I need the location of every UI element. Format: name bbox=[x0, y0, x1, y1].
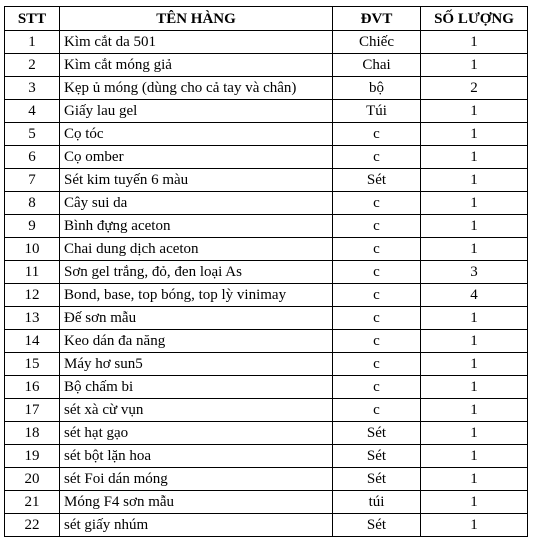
cell-unit: túi bbox=[333, 491, 421, 514]
cell-qty: 1 bbox=[421, 422, 528, 445]
cell-qty: 3 bbox=[421, 261, 528, 284]
cell-unit: c bbox=[333, 376, 421, 399]
table-row bbox=[5, 238, 528, 261]
cell-unit: Chiếc bbox=[333, 31, 421, 54]
cell-unit: c bbox=[333, 330, 421, 353]
cell-name: sét Foi dán móng bbox=[60, 468, 333, 491]
cell-stt: 15 bbox=[5, 353, 60, 376]
table-row bbox=[5, 169, 528, 192]
header-unit: ĐVT bbox=[333, 7, 421, 31]
cell-stt: 13 bbox=[5, 307, 60, 330]
table-row bbox=[5, 77, 528, 100]
header-row bbox=[5, 7, 528, 31]
cell-name: Cọ omber bbox=[60, 146, 333, 169]
cell-qty: 1 bbox=[421, 353, 528, 376]
cell-unit: bộ bbox=[333, 77, 421, 100]
cell-unit: c bbox=[333, 238, 421, 261]
cell-qty: 1 bbox=[421, 307, 528, 330]
table-row bbox=[5, 514, 528, 537]
table-row bbox=[5, 31, 528, 54]
table-row bbox=[5, 376, 528, 399]
cell-stt: 20 bbox=[5, 468, 60, 491]
cell-name: Sơn gel trắng, đỏ, đen loại As bbox=[60, 261, 333, 284]
cell-qty: 1 bbox=[421, 514, 528, 537]
goods-table bbox=[4, 6, 528, 537]
table-row bbox=[5, 353, 528, 376]
cell-stt: 17 bbox=[5, 399, 60, 422]
cell-qty: 1 bbox=[421, 468, 528, 491]
cell-unit: Sét bbox=[333, 514, 421, 537]
header-name: TÊN HÀNG bbox=[60, 7, 333, 31]
cell-stt: 21 bbox=[5, 491, 60, 514]
cell-stt: 16 bbox=[5, 376, 60, 399]
cell-stt: 11 bbox=[5, 261, 60, 284]
cell-name: sét giấy nhúm bbox=[60, 514, 333, 537]
table-row bbox=[5, 307, 528, 330]
table-row bbox=[5, 146, 528, 169]
cell-qty: 4 bbox=[421, 284, 528, 307]
cell-qty: 1 bbox=[421, 169, 528, 192]
cell-stt: 8 bbox=[5, 192, 60, 215]
cell-name: Kìm cắt da 501 bbox=[60, 31, 333, 54]
cell-name: sét xà cừ vụn bbox=[60, 399, 333, 422]
header-qty: SỐ LƯỢNG bbox=[421, 7, 528, 31]
cell-stt: 2 bbox=[5, 54, 60, 77]
cell-name: Máy hơ sun5 bbox=[60, 353, 333, 376]
cell-stt: 10 bbox=[5, 238, 60, 261]
cell-stt: 22 bbox=[5, 514, 60, 537]
cell-stt: 9 bbox=[5, 215, 60, 238]
cell-qty: 1 bbox=[421, 215, 528, 238]
cell-unit: c bbox=[333, 123, 421, 146]
cell-stt: 18 bbox=[5, 422, 60, 445]
cell-qty: 1 bbox=[421, 31, 528, 54]
cell-name: Móng F4 sơn mẫu bbox=[60, 491, 333, 514]
cell-stt: 19 bbox=[5, 445, 60, 468]
cell-name: Giấy lau gel bbox=[60, 100, 333, 123]
table-row bbox=[5, 445, 528, 468]
cell-unit: Sét bbox=[333, 445, 421, 468]
cell-name: Cây sui da bbox=[60, 192, 333, 215]
cell-qty: 1 bbox=[421, 376, 528, 399]
table-row bbox=[5, 215, 528, 238]
cell-qty: 1 bbox=[421, 123, 528, 146]
cell-unit: c bbox=[333, 307, 421, 330]
cell-unit: c bbox=[333, 353, 421, 376]
cell-unit: Sét bbox=[333, 169, 421, 192]
cell-name: sét bột lặn hoa bbox=[60, 445, 333, 468]
cell-name: Bond, base, top bóng, top lỳ vinimay bbox=[60, 284, 333, 307]
table-row bbox=[5, 468, 528, 491]
cell-unit: c bbox=[333, 215, 421, 238]
table-row bbox=[5, 123, 528, 146]
cell-qty: 1 bbox=[421, 330, 528, 353]
table-row bbox=[5, 422, 528, 445]
header-stt: STT bbox=[5, 7, 60, 31]
cell-qty: 1 bbox=[421, 100, 528, 123]
cell-unit: c bbox=[333, 146, 421, 169]
table-row bbox=[5, 330, 528, 353]
cell-stt: 7 bbox=[5, 169, 60, 192]
cell-unit: Sét bbox=[333, 422, 421, 445]
cell-unit: c bbox=[333, 399, 421, 422]
cell-name: Kẹp ủ móng (dùng cho cả tay và chân) bbox=[60, 77, 333, 100]
cell-unit: Túi bbox=[333, 100, 421, 123]
cell-unit: c bbox=[333, 284, 421, 307]
table-row bbox=[5, 100, 528, 123]
cell-name: Chai dung dịch aceton bbox=[60, 238, 333, 261]
table-row bbox=[5, 284, 528, 307]
cell-unit: c bbox=[333, 261, 421, 284]
cell-qty: 1 bbox=[421, 491, 528, 514]
table-row bbox=[5, 491, 528, 514]
table-row bbox=[5, 192, 528, 215]
cell-stt: 12 bbox=[5, 284, 60, 307]
cell-unit: c bbox=[333, 192, 421, 215]
cell-qty: 1 bbox=[421, 146, 528, 169]
cell-qty: 1 bbox=[421, 54, 528, 77]
cell-unit: Chai bbox=[333, 54, 421, 77]
cell-name: Bộ chấm bi bbox=[60, 376, 333, 399]
cell-qty: 1 bbox=[421, 399, 528, 422]
cell-name: Sét kim tuyến 6 màu bbox=[60, 169, 333, 192]
cell-name: Cọ tóc bbox=[60, 123, 333, 146]
cell-stt: 5 bbox=[5, 123, 60, 146]
cell-stt: 6 bbox=[5, 146, 60, 169]
cell-name: Đế sơn mẫu bbox=[60, 307, 333, 330]
cell-qty: 1 bbox=[421, 445, 528, 468]
cell-name: Keo dán đa năng bbox=[60, 330, 333, 353]
cell-stt: 14 bbox=[5, 330, 60, 353]
cell-stt: 4 bbox=[5, 100, 60, 123]
cell-name: Kìm cắt móng giả bbox=[60, 54, 333, 77]
table-row bbox=[5, 399, 528, 422]
table-row bbox=[5, 54, 528, 77]
cell-stt: 1 bbox=[5, 31, 60, 54]
cell-stt: 3 bbox=[5, 77, 60, 100]
cell-unit: Sét bbox=[333, 468, 421, 491]
cell-qty: 2 bbox=[421, 77, 528, 100]
cell-qty: 1 bbox=[421, 238, 528, 261]
table-row bbox=[5, 261, 528, 284]
cell-qty: 1 bbox=[421, 192, 528, 215]
cell-name: Bình đựng aceton bbox=[60, 215, 333, 238]
cell-name: sét hạt gạo bbox=[60, 422, 333, 445]
